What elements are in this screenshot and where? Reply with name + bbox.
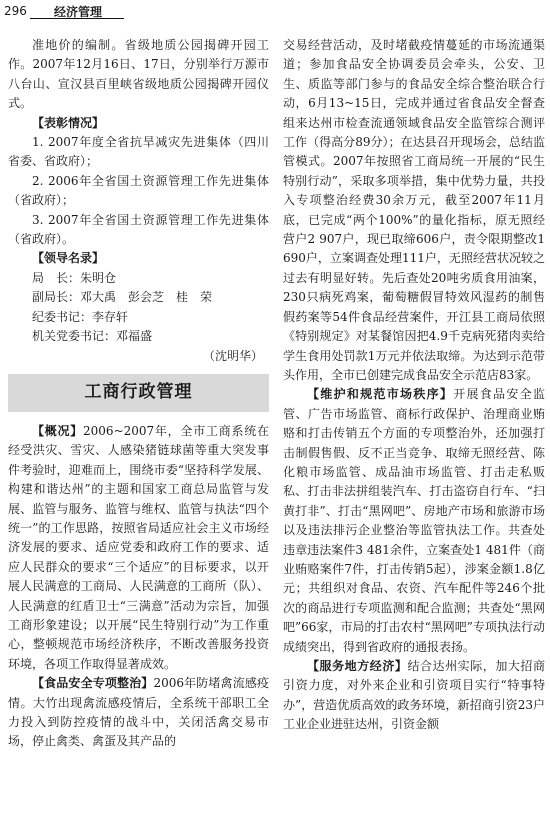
right-column: [283, 36, 545, 735]
leader-line: 纪委书记：李存轩: [32, 309, 129, 324]
market-order-text: 开展食品安全监管、广告市场监管、商标行政保护、治理商业贿赂和打击传销五个方面的专项整治外，还加强打击制假售假、反不正当竞争、取缔无照经营、陈化粮市场监管、成品油市场监管、打击走私贩私、打击非法拼组装汽车、打击盗窃自行车、“扫黄打非”、打击“黑网吧”、房地产市场和旅游市场以及违法排污企业整治等监管执法工作。共查处违章违法案件3 481余件，立案查处1 481件（商业贿赂案件7件，打击传销5起），涉案金额1.8亿元；共组织对食品、农资、汽车配件等246个批次的商品进行专项监测和配合监测；共查处“黑网吧”66家，市局的打击农村“黑网吧”专项执法行动成绩突出，得到省政府的通报表扬。: [283, 387, 545, 654]
honor-item: 3. 2007年全省国土资源管理工作先进集体（省政府）。: [8, 212, 269, 247]
page-number: 296: [4, 4, 27, 18]
running-title: 经济管理: [53, 5, 102, 19]
food-safety-paragraph: [8, 674, 269, 752]
market-order-paragraph: [283, 385, 545, 657]
honors-heading: [8, 114, 269, 133]
left-column: [8, 36, 269, 752]
section-title: 工商行政管理: [84, 382, 193, 403]
honor-item: 2. 2006年全省国土资源管理工作先进集体（省政府）；: [8, 173, 269, 208]
leaders-heading: [8, 249, 269, 268]
market-order-label: 【维护和规范市场秩序】: [307, 387, 454, 402]
intro-paragraph: 准地价的编制。省级地质公园揭碑开园工作。2007年12月16日、17日，分别举行万源市八台山、宣汉县百里峡省级地质公园揭碑开园仪式。: [8, 38, 269, 111]
food-safety-label: 【食品安全专项整治】: [32, 676, 154, 691]
overview-label: 【概况】: [32, 423, 84, 438]
local-economy-text: 结合达州实际，加大招商引资力度，对外来企业和引资项目实行“特事特办”，营造优质高效的政务环境，新招商引资23户工业企业进驻达州，引资金额: [283, 659, 545, 732]
leaders-label: 【领导名录】: [32, 251, 105, 266]
leader-line: 副局长：邓大禹 彭会芝 桂 荣: [32, 290, 213, 305]
local-economy-paragraph: [283, 657, 545, 735]
honors-label: 【表彰情况】: [32, 115, 105, 130]
overview-text: 2006~2007年，全市工商系统在经受洪灾、雪灾、人感染猪链球菌等重大突发事件考验时，迎难而上，围绕市委“坚持科学发展、构建和谐达州”的主题和国家工商总局监管与发展、监管与服务、监管与维权、监管与执法“四个统一”的工作思路，按照省局适应社会主义市场经济发展的要求、适应党委和政府工作的要求、适应人民群众的要求“三个适应”的目标要求，以开展人民满意的工商局、人民满意的工商所（队）、人民满意的红盾卫士“三满意”活动为宗旨，加强工商形象建设；以开展“民生特别行动”为工作重心，整顿规范市场经济秩序，不断改善服务投资环境，各项工作取得显著成效。: [8, 423, 269, 671]
food-safety-text: 2006年防堵禽流感疫情。大竹出现禽流感疫情后，全系统干部职工全力投入到防控疫情的战斗中，关闭活禽交易市场，停止禽类、禽蛋及其产品的: [8, 676, 269, 749]
author-credit: （沈明华）: [202, 348, 263, 363]
food-safety-continued: 交易经营活动，及时堵截疫情蔓延的市场流通渠道；参加食品安全协调委员会牵头，公安、卫生、质监等部门参与的食品安全综合整治联合行动，6月13~15日，完成并通过省食品安全督查组来达州市检查流通领域食品安全监管综合测评工作（得高分89分）；在达县召开现场会，总结监管模式。2007年按照省工商局统一开展的“民生特别行动”，采取多项举措，集中优势力量，共投入专项整治经费30余万元，截至2007年11月底，已完成“两个100%”的量化指标，原无照经营户2 907户，现已取缔606户，责令限期整改1 690户，立案调查处理111户，无照经营状况较之过去有明显好转。先后查处20吨劣质食用油案，230只病死鸡案，葡萄糖假冒特效风湿药的制售假药案等54件食品经营案件，开江县工商局依照《特别规定》对某餐馆因把4.9千克病死猪肉卖给学生食用处罚款1万元并依法取缔。为达到示范带头作用，全市已创建完成食品安全示范店83家。: [283, 38, 545, 382]
overview-paragraph: [8, 422, 269, 674]
page-header: [0, 0, 550, 26]
honor-item: 1. 2007年度全省抗旱减灾先进集体（四川省委、省政府）；: [8, 135, 269, 169]
header-rule: [30, 18, 124, 19]
leader-line: 机关党委书记：邓福盛: [32, 329, 153, 344]
local-economy-label: 【服务地方经济】: [307, 659, 408, 673]
section-title-banner: [8, 374, 269, 412]
leader-line: 局 长：朱明仓: [32, 270, 117, 285]
